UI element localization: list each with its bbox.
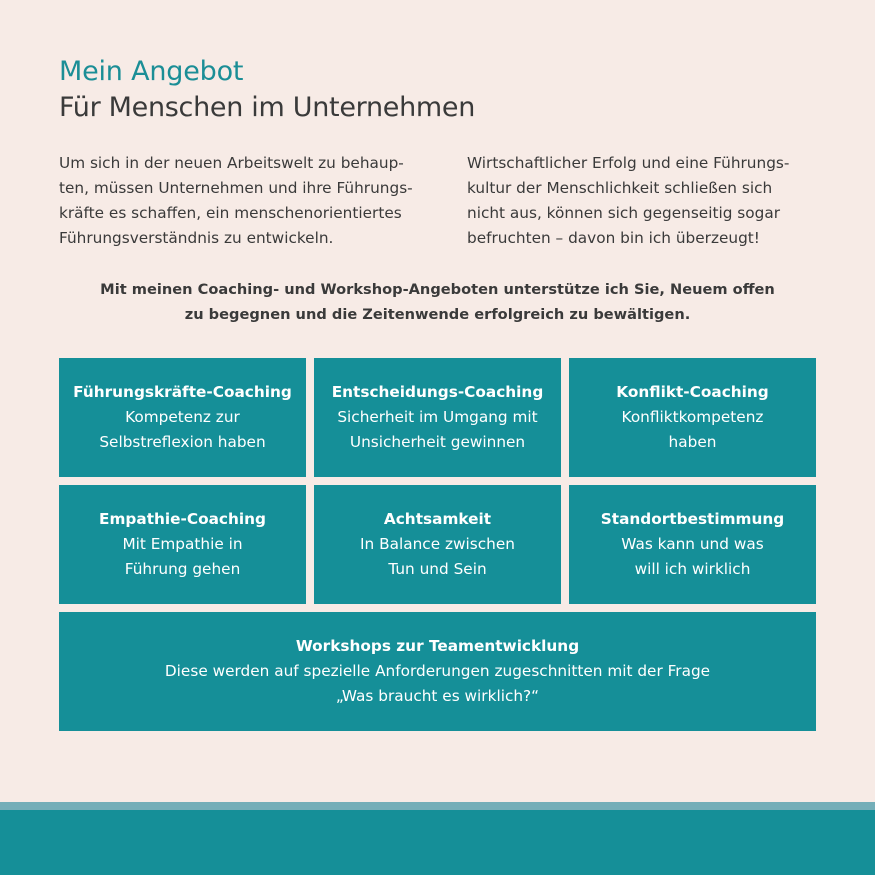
footer-accent-stripe xyxy=(0,802,875,810)
intro-left-line: ten, müssen Unternehmen und ihre Führungs- xyxy=(59,179,413,197)
callout-line: zu begegnen und die Zeitenwende erfolgreich zu bewältigen. xyxy=(184,306,691,323)
tile-description-line: Selbstreflexion haben xyxy=(99,433,266,451)
tile-title: Achtsamkeit xyxy=(383,510,492,528)
tile-title: Standortbestimmung xyxy=(600,510,785,528)
tile-description-line: Führung gehen xyxy=(124,560,241,578)
tile-standortbestimmung xyxy=(569,485,816,604)
tile-entscheidungs-coaching xyxy=(314,358,561,477)
tile-title: Führungskräfte-Coaching xyxy=(73,383,292,401)
tile-description-line: Konfliktkompetenz xyxy=(621,408,764,426)
tile-description-line: haben xyxy=(668,433,717,451)
tile-empathie-coaching xyxy=(59,485,306,604)
intro-right-line: befruchten – davon bin ich überzeugt! xyxy=(467,229,760,247)
tile-description-line: Diese werden auf spezielle Anforderungen zugeschnitten mit der Frage xyxy=(164,662,711,680)
page-title: Mein Angebot xyxy=(59,56,244,87)
tile-achtsamkeit xyxy=(314,485,561,604)
tile-description-line: „Was braucht es wirklich?“ xyxy=(335,687,540,705)
tile-fuehrungskraefte-coaching xyxy=(59,358,306,477)
intro-right-line: Wirtschaftlicher Erfolg und eine Führungs- xyxy=(467,154,790,172)
tile-description-line: Sicherheit im Umgang mit xyxy=(337,408,538,426)
tile-title: Konflikt-Coaching xyxy=(616,383,769,401)
tile-title: Workshops zur Teamentwicklung xyxy=(295,637,580,655)
tile-description-line: In Balance zwischen xyxy=(360,535,515,553)
tile-description-line: Tun und Sein xyxy=(388,560,487,578)
tile-title: Entscheidungs-Coaching xyxy=(331,383,544,401)
tile-title: Empathie-Coaching xyxy=(99,510,266,528)
intro-right-line: kultur der Menschlichkeit schließen sich xyxy=(467,179,773,197)
intro-left-line: kräfte es schaffen, ein menschenorientiertes xyxy=(59,204,402,222)
tile-workshops-teamentwicklung xyxy=(59,612,816,731)
tile-description-line: Mit Empathie in xyxy=(122,535,243,553)
callout-statement xyxy=(59,277,816,327)
intro-left-paragraph xyxy=(59,151,413,251)
tile-description-line: will ich wirklich xyxy=(634,560,751,578)
intro-right-paragraph xyxy=(467,151,789,251)
tile-description-line: Kompetenz zur xyxy=(125,408,240,426)
intro-left-line: Führungsverständnis zu entwickeln. xyxy=(59,229,334,247)
tile-description-line: Unsicherheit gewinnen xyxy=(349,433,526,451)
tile-konflikt-coaching xyxy=(569,358,816,477)
footer-band xyxy=(0,810,875,875)
intro-left-line: Um sich in der neuen Arbeitswelt zu behaup- xyxy=(59,154,404,172)
intro-right-line: nicht aus, können sich gegenseitig sogar xyxy=(467,204,780,222)
tile-description-line: Was kann und was xyxy=(621,535,764,553)
callout-line: Mit meinen Coaching- und Workshop-Angeboten unterstütze ich Sie, Neuem offen xyxy=(100,281,775,298)
page-subtitle: Für Menschen im Unternehmen xyxy=(59,92,476,123)
